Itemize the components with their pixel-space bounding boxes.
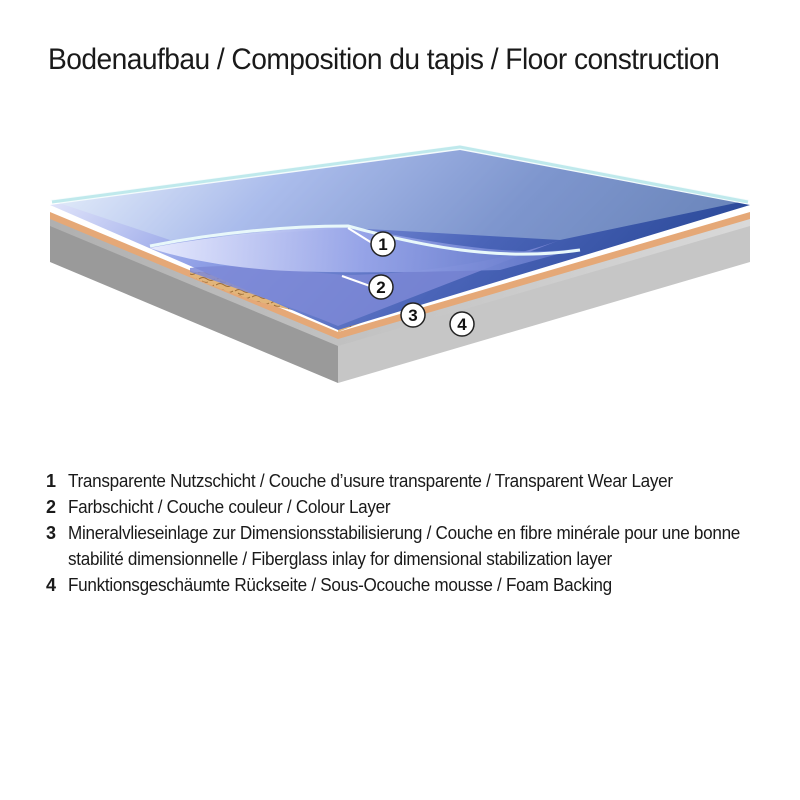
legend [46,468,786,598]
legend-text: Mineralvlieseinlage zur Dimensionsstabilisierung / Couche en fibre minérale pour une bonne stabilité dimensionnelle / Fiberglass inlay for dimensional stabilization layer [68,523,741,569]
legend-text: Transparente Nutzschicht / Couche d’usure transparente / Transparent Wear Layer [68,471,673,491]
callout-4 [450,312,474,336]
callout-2-number: 2 [376,278,386,297]
legend-item-1 [46,468,786,494]
legend-text: Farbschicht / Couche couleur / Colour Layer [68,497,391,517]
legend-item-3 [46,520,786,572]
legend-item-2 [46,494,786,520]
callout-3-number: 3 [408,306,418,325]
legend-number: 1 [46,471,56,491]
callout-4-number: 4 [457,315,467,334]
legend-item-4 [46,572,786,598]
page-title: Bodenaufbau / Composition du tapis / Floor construction [48,43,720,76]
legend-number: 3 [46,523,56,543]
legend-number: 2 [46,497,56,517]
legend-text: Funktionsgeschäumte Rückseite / Sous-Ocouche mousse / Foam Backing [68,575,612,595]
legend-number: 4 [46,575,56,595]
callout-1-number: 1 [378,235,388,254]
callout-3 [401,303,425,327]
